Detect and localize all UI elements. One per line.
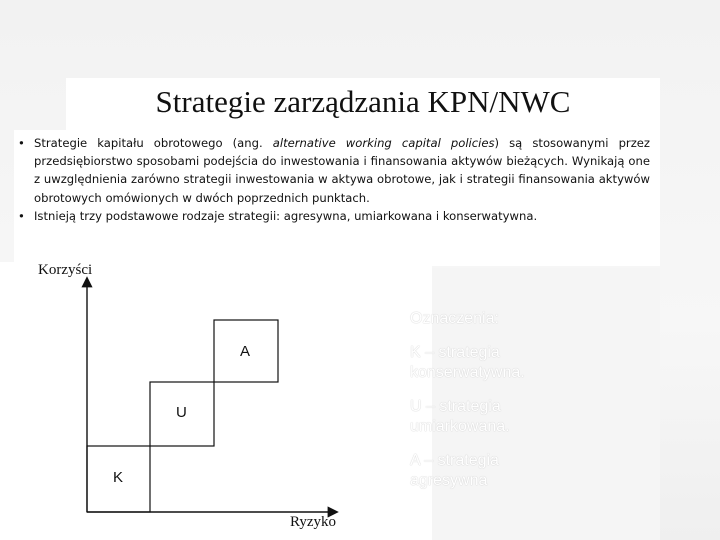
bullet-1-text-start: Strategie kapitału obrotowego (ang. <box>34 136 273 150</box>
legend-a-line-1: A – strategia <box>410 452 499 469</box>
legend-heading: Oznaczenia: <box>410 310 499 327</box>
bullet-dot-icon: • <box>18 208 25 223</box>
diagram-panel <box>0 262 432 540</box>
bullet-item-types <box>18 207 650 225</box>
bullet-dot-icon: • <box>18 136 25 150</box>
legend-u-line-1: U – strategia <box>410 398 501 415</box>
box-a-label: A <box>240 343 251 360</box>
box-u-label: U <box>176 404 187 421</box>
y-axis-label: Korzyści <box>38 262 93 278</box>
legend-k-line-2: konserwatywna. <box>410 364 525 381</box>
bullet-1-text-end: ) są stosowanymi przez przedsiębiorstwo sposobami podejścia do inwestowania i finansowania aktywów bieżących. Wynikają one z uwzględnienia zarówno strategii inwestowania w aktywa obrotowe, jak i strategii finansowania aktywów obrotowych omówionych w dwóch poprzednich punktach. <box>34 136 650 205</box>
slide-title: Strategie zarządzania KPN/NWC <box>155 84 571 119</box>
bullet-list <box>18 134 650 225</box>
legend-a-line-2: agresywna <box>410 472 488 489</box>
x-axis-label: Ryzyko <box>290 514 337 530</box>
legend-u-line-2: umiarkowana. <box>410 418 510 435</box>
legend-k-line-1: K – strategia <box>410 344 500 361</box>
bullet-1-term: alternative working capital policies <box>272 136 495 150</box>
bullet-item-strategies <box>18 134 650 207</box>
bullet-2-text: Istnieją trzy podstawowe rodzaje strategii: agresywna, umiarkowana i konserwatywna. <box>34 208 538 223</box>
box-k-label: K <box>113 469 124 486</box>
